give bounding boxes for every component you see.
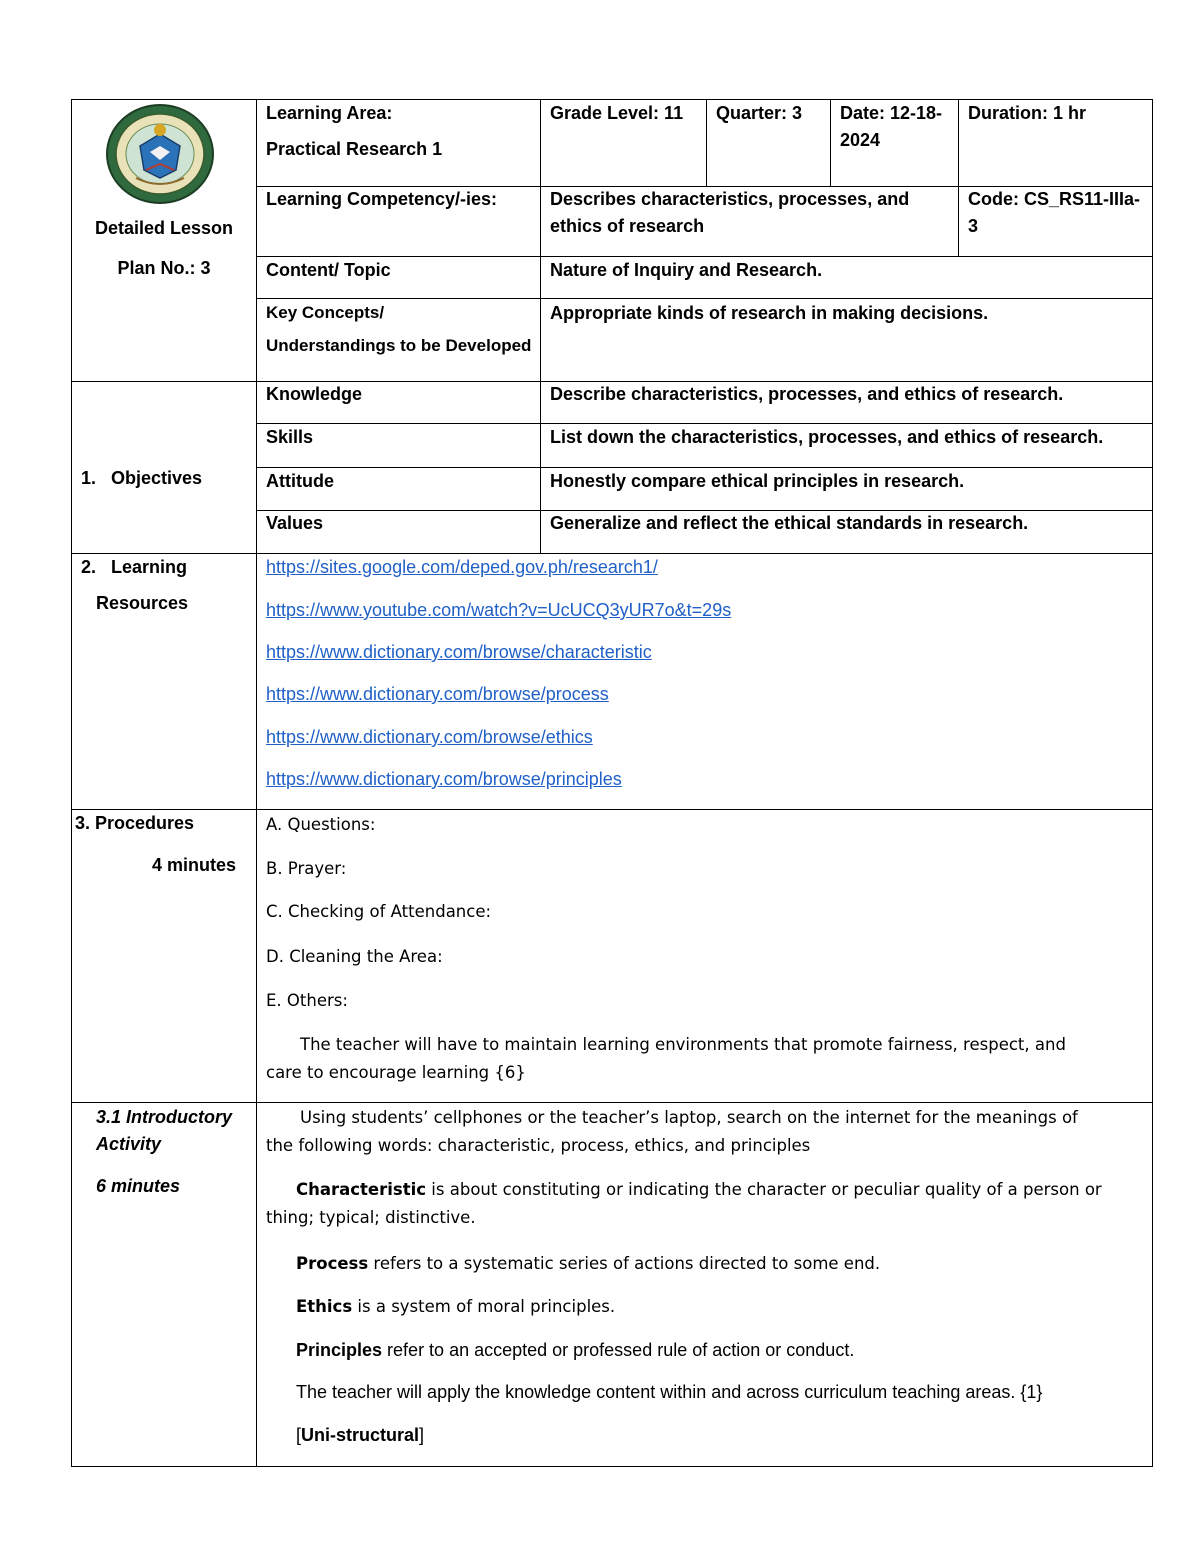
resource-link-youtube[interactable]: https://www.youtube.com/watch?v=UcUCQ3yUR7o&t=29s [266, 600, 732, 620]
resource-link-sites-google[interactable]: https://sites.google.com/deped.gov.ph/research1/ [266, 557, 658, 577]
learning-area-cell [256, 100, 540, 170]
content-topic-label: Content/ Topic [266, 260, 391, 280]
quarter: Quarter: 3 [716, 103, 803, 123]
intro-para-line2: the following words: characteristic, process, ethics, and principles [266, 1136, 811, 1155]
key-concepts-line1: Key Concepts/ [266, 303, 385, 322]
code-line1: Code: CS_RS11-IIIa- [968, 189, 1141, 209]
objective-skills-label: Skills [266, 427, 314, 447]
intro-time: 6 minutes [96, 1176, 181, 1196]
bracket-open: [ [296, 1425, 302, 1445]
intro-paragraph [256, 1104, 1152, 1160]
characteristic-def-line2: thing; typical; distinctive. [266, 1208, 476, 1227]
resource-link-principles[interactable]: https://www.dictionary.com/browse/principles [266, 769, 622, 789]
objective-knowledge-label: Knowledge [266, 384, 363, 404]
key-concepts-line2: Understandings to be Developed [266, 336, 532, 355]
resource-link-process[interactable]: https://www.dictionary.com/browse/process [266, 684, 609, 704]
definition-characteristic [256, 1176, 1152, 1232]
objective-attitude-value: Honestly compare ethical principles in research. [550, 471, 965, 491]
competency-label: Learning Competency/-ies: [266, 189, 498, 209]
procedure-prayer: B. Prayer: [266, 859, 347, 878]
code-cell [958, 186, 1152, 240]
learning-area-label: Learning Area: [266, 103, 393, 123]
characteristic-term: Characteristic [296, 1180, 427, 1199]
objective-values-label: Values [266, 513, 324, 533]
procedures-time: 4 minutes [152, 855, 237, 875]
procedure-attendance: C. Checking of Attendance: [266, 902, 492, 921]
intro-label-line2: Activity [96, 1134, 162, 1154]
ethics-def: is a system of moral principles. [352, 1297, 616, 1316]
lesson-plan-number: Plan No.: 3 [117, 258, 211, 278]
code-line2: 3 [968, 216, 979, 236]
principles-term: Principles [296, 1340, 383, 1360]
procedures-label: 3. Procedures [75, 813, 195, 833]
resource-link-ethics[interactable]: https://www.dictionary.com/browse/ethics [266, 727, 593, 747]
learning-area-value: Practical Research 1 [266, 139, 443, 159]
structural-label: Uni-structural [301, 1425, 420, 1445]
competency-line1: Describes characteristics, processes, and [550, 189, 910, 209]
structural-level [256, 1422, 1152, 1449]
objective-values-value: Generalize and reflect the ethical standards in research. [550, 513, 1029, 533]
resources-label [72, 554, 256, 624]
objective-attitude-label: Attitude [266, 471, 334, 491]
objectives-label: 1. Objectives [81, 468, 203, 488]
definition-ethics [256, 1293, 1152, 1321]
bracket-close: ] [419, 1425, 425, 1445]
competency-line2: ethics of research [550, 216, 705, 236]
procedure-others: E. Others: [266, 991, 348, 1010]
objective-knowledge-value: Describe characteristics, processes, and ethics of research. [550, 384, 1064, 404]
resources-label-line2: Resources [96, 593, 189, 613]
characteristic-line1 [266, 1176, 1142, 1204]
principles-def: refer to an accepted or professed rule of action or conduct. [382, 1340, 855, 1360]
definition-process [256, 1250, 1152, 1278]
process-term: Process [296, 1254, 369, 1273]
lesson-plan-line1: Detailed Lesson [94, 218, 234, 238]
duration: Duration: 1 hr [968, 103, 1087, 123]
competency-value [540, 186, 958, 240]
date-line1: Date: 12-18- [840, 103, 943, 123]
key-concepts-label [256, 299, 540, 366]
definition-principles [256, 1337, 1152, 1364]
intro-teacher-note: The teacher will apply the knowledge content within and across curriculum teaching areas. {1} [296, 1382, 1043, 1402]
procedure-questions: A. Questions: [266, 815, 376, 834]
date-cell [830, 100, 958, 154]
school-seal-logo [106, 104, 214, 204]
process-def: refers to a systematic series of actions directed to some end. [368, 1254, 881, 1273]
date-line2: 2024 [840, 130, 881, 150]
intro-para-line1: Using students’ cellphones or the teacher’s laptop, search on the internet for the meanings of [300, 1108, 1078, 1127]
lesson-plan-title [72, 208, 256, 288]
content-topic-value: Nature of Inquiry and Research. [550, 260, 823, 280]
resources-label-line1: 2. Learning [81, 557, 188, 577]
procedure-note-line2: care to encourage learning {6} [266, 1063, 526, 1082]
procedure-note-line1: The teacher will have to maintain learning environments that promote fairness, respect, and [300, 1035, 1066, 1054]
key-concepts-value: Appropriate kinds of research in making decisions. [550, 303, 989, 323]
procedure-teacher-note [256, 1031, 1152, 1087]
procedure-cleaning: D. Cleaning the Area: [266, 947, 443, 966]
grade-level: Grade Level: 11 [550, 103, 684, 123]
ethics-term: Ethics [296, 1297, 353, 1316]
resource-link-characteristic[interactable]: https://www.dictionary.com/browse/characteristic [266, 642, 652, 662]
intro-label-line1: 3.1 Introductory [96, 1107, 233, 1127]
characteristic-def-line1: is about constituting or indicating the character or peculiar quality of a person or [426, 1180, 1102, 1199]
objective-skills-value: List down the characteristics, processes, and ethics of research. [550, 427, 1104, 447]
intro-label [72, 1104, 256, 1158]
